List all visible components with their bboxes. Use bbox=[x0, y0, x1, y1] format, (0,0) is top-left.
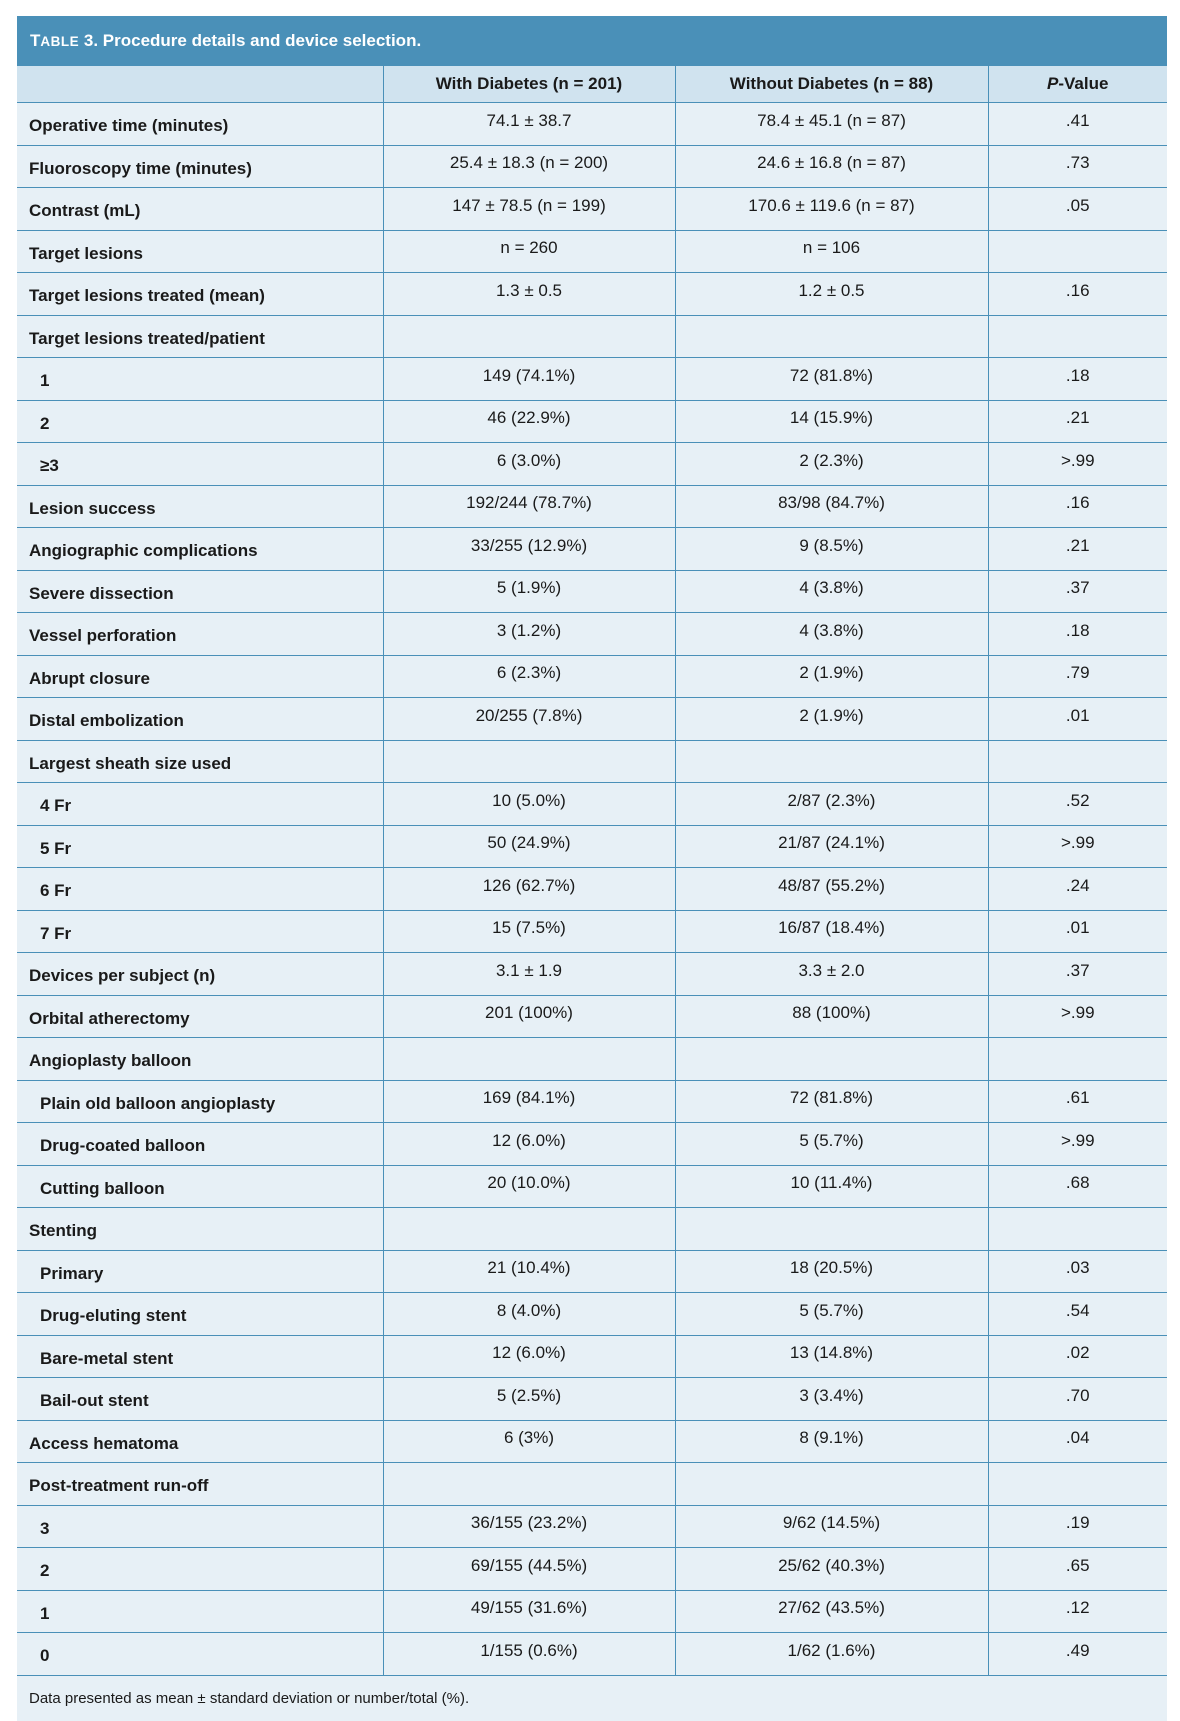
header-cell-without-diabetes: Without Diabetes (n = 88) bbox=[675, 66, 988, 103]
cell-with-diabetes: 10 (5.0%) bbox=[383, 783, 675, 826]
row-label: 2 bbox=[17, 400, 383, 443]
cell-without-diabetes: 13 (14.8%) bbox=[675, 1335, 988, 1378]
cell-p-value bbox=[988, 1038, 1167, 1081]
cell-without-diabetes: 170.6 ± 119.6 (n = 87) bbox=[675, 188, 988, 231]
data-table bbox=[17, 66, 1167, 1676]
row-label: Stenting bbox=[17, 1208, 383, 1251]
cell-p-value: .21 bbox=[988, 528, 1167, 571]
cell-without-diabetes: 3 (3.4%) bbox=[675, 1378, 988, 1421]
cell-without-diabetes: 16/87 (18.4%) bbox=[675, 910, 988, 953]
cell-without-diabetes bbox=[675, 1463, 988, 1506]
cell-p-value: .70 bbox=[988, 1378, 1167, 1421]
cell-with-diabetes: 3.1 ± 1.9 bbox=[383, 953, 675, 996]
table-container bbox=[17, 16, 1167, 1721]
cell-with-diabetes: 192/244 (78.7%) bbox=[383, 485, 675, 528]
row-label: Drug-eluting stent bbox=[17, 1293, 383, 1336]
row-label: Cutting balloon bbox=[17, 1165, 383, 1208]
table-row bbox=[17, 570, 1167, 613]
p-value-italic-letter: P bbox=[1047, 74, 1059, 93]
cell-without-diabetes: 83/98 (84.7%) bbox=[675, 485, 988, 528]
cell-with-diabetes: 126 (62.7%) bbox=[383, 868, 675, 911]
row-label: Abrupt closure bbox=[17, 655, 383, 698]
table-title-text: 3. Procedure details and device selection. bbox=[83, 31, 422, 50]
cell-without-diabetes: 1/62 (1.6%) bbox=[675, 1633, 988, 1676]
cell-p-value: .12 bbox=[988, 1590, 1167, 1633]
row-label: 2 bbox=[17, 1548, 383, 1591]
cell-p-value: .01 bbox=[988, 698, 1167, 741]
cell-p-value: >.99 bbox=[988, 443, 1167, 486]
table-row bbox=[17, 1463, 1167, 1506]
cell-without-diabetes: 27/62 (43.5%) bbox=[675, 1590, 988, 1633]
row-label: Target lesions treated (mean) bbox=[17, 273, 383, 316]
table-row bbox=[17, 1080, 1167, 1123]
table-row bbox=[17, 485, 1167, 528]
cell-p-value: >.99 bbox=[988, 995, 1167, 1038]
cell-with-diabetes bbox=[383, 1038, 675, 1081]
table-row bbox=[17, 1165, 1167, 1208]
cell-without-diabetes: 9 (8.5%) bbox=[675, 528, 988, 571]
cell-with-diabetes: 6 (3%) bbox=[383, 1420, 675, 1463]
table-row bbox=[17, 315, 1167, 358]
cell-p-value: .02 bbox=[988, 1335, 1167, 1378]
cell-with-diabetes: 21 (10.4%) bbox=[383, 1250, 675, 1293]
cell-without-diabetes: 4 (3.8%) bbox=[675, 570, 988, 613]
table-row bbox=[17, 400, 1167, 443]
cell-without-diabetes: 21/87 (24.1%) bbox=[675, 825, 988, 868]
cell-without-diabetes: 2/87 (2.3%) bbox=[675, 783, 988, 826]
cell-without-diabetes: 88 (100%) bbox=[675, 995, 988, 1038]
row-label: 4 Fr bbox=[17, 783, 383, 826]
cell-p-value: .37 bbox=[988, 570, 1167, 613]
header-cell-with-diabetes: With Diabetes (n = 201) bbox=[383, 66, 675, 103]
table-row bbox=[17, 655, 1167, 698]
cell-without-diabetes: 3.3 ± 2.0 bbox=[675, 953, 988, 996]
cell-p-value: .61 bbox=[988, 1080, 1167, 1123]
row-label: Lesion success bbox=[17, 485, 383, 528]
table-row bbox=[17, 1505, 1167, 1548]
row-label: Angioplasty balloon bbox=[17, 1038, 383, 1081]
cell-p-value: >.99 bbox=[988, 825, 1167, 868]
header-cell-p-value bbox=[988, 66, 1167, 103]
cell-with-diabetes: 36/155 (23.2%) bbox=[383, 1505, 675, 1548]
table-row bbox=[17, 443, 1167, 486]
cell-with-diabetes: 74.1 ± 38.7 bbox=[383, 103, 675, 146]
table-row bbox=[17, 1293, 1167, 1336]
table-row bbox=[17, 613, 1167, 656]
cell-with-diabetes: 25.4 ± 18.3 (n = 200) bbox=[383, 145, 675, 188]
cell-without-diabetes: 4 (3.8%) bbox=[675, 613, 988, 656]
cell-p-value bbox=[988, 1208, 1167, 1251]
table-row bbox=[17, 188, 1167, 231]
table-row bbox=[17, 783, 1167, 826]
table-row bbox=[17, 1548, 1167, 1591]
table-row bbox=[17, 953, 1167, 996]
table-row bbox=[17, 528, 1167, 571]
cell-p-value: .73 bbox=[988, 145, 1167, 188]
row-label: Fluoroscopy time (minutes) bbox=[17, 145, 383, 188]
row-label: Target lesions bbox=[17, 230, 383, 273]
row-label: Bare-metal stent bbox=[17, 1335, 383, 1378]
cell-p-value: .18 bbox=[988, 358, 1167, 401]
cell-with-diabetes bbox=[383, 740, 675, 783]
cell-p-value: >.99 bbox=[988, 1123, 1167, 1166]
cell-p-value: .18 bbox=[988, 613, 1167, 656]
row-label: Post-treatment run-off bbox=[17, 1463, 383, 1506]
table-title-prefix-rest: ABLE bbox=[40, 33, 80, 49]
cell-p-value: .52 bbox=[988, 783, 1167, 826]
cell-without-diabetes: 5 (5.7%) bbox=[675, 1293, 988, 1336]
cell-p-value: .65 bbox=[988, 1548, 1167, 1591]
table-row bbox=[17, 1633, 1167, 1676]
table-row bbox=[17, 273, 1167, 316]
row-label: Primary bbox=[17, 1250, 383, 1293]
cell-p-value: .16 bbox=[988, 273, 1167, 316]
cell-with-diabetes: 15 (7.5%) bbox=[383, 910, 675, 953]
cell-without-diabetes: 2 (1.9%) bbox=[675, 655, 988, 698]
row-label: ≥3 bbox=[17, 443, 383, 486]
header-row bbox=[17, 66, 1167, 103]
cell-without-diabetes: 2 (2.3%) bbox=[675, 443, 988, 486]
row-label: Distal embolization bbox=[17, 698, 383, 741]
cell-without-diabetes: 72 (81.8%) bbox=[675, 358, 988, 401]
cell-with-diabetes: 149 (74.1%) bbox=[383, 358, 675, 401]
cell-p-value bbox=[988, 1463, 1167, 1506]
cell-without-diabetes bbox=[675, 740, 988, 783]
table-row bbox=[17, 230, 1167, 273]
cell-without-diabetes bbox=[675, 1208, 988, 1251]
cell-with-diabetes: 5 (2.5%) bbox=[383, 1378, 675, 1421]
cell-with-diabetes bbox=[383, 1208, 675, 1251]
row-label: Largest sheath size used bbox=[17, 740, 383, 783]
cell-p-value: .68 bbox=[988, 1165, 1167, 1208]
table-row bbox=[17, 910, 1167, 953]
cell-with-diabetes bbox=[383, 315, 675, 358]
row-label: Angiographic complications bbox=[17, 528, 383, 571]
cell-p-value: .41 bbox=[988, 103, 1167, 146]
table-title-prefix-cap: T bbox=[30, 31, 41, 50]
cell-with-diabetes: 20/255 (7.8%) bbox=[383, 698, 675, 741]
cell-with-diabetes: 50 (24.9%) bbox=[383, 825, 675, 868]
cell-p-value: .49 bbox=[988, 1633, 1167, 1676]
row-label: Contrast (mL) bbox=[17, 188, 383, 231]
cell-without-diabetes: 72 (81.8%) bbox=[675, 1080, 988, 1123]
table-title-bar bbox=[17, 16, 1167, 66]
table-row bbox=[17, 1250, 1167, 1293]
cell-p-value: .79 bbox=[988, 655, 1167, 698]
cell-without-diabetes: 8 (9.1%) bbox=[675, 1420, 988, 1463]
cell-without-diabetes bbox=[675, 1038, 988, 1081]
p-value-header-rest: -Value bbox=[1058, 74, 1109, 93]
table-row bbox=[17, 868, 1167, 911]
cell-without-diabetes: 14 (15.9%) bbox=[675, 400, 988, 443]
cell-with-diabetes: 69/155 (44.5%) bbox=[383, 1548, 675, 1591]
row-label: 3 bbox=[17, 1505, 383, 1548]
cell-with-diabetes: 3 (1.2%) bbox=[383, 613, 675, 656]
cell-without-diabetes: 1.2 ± 0.5 bbox=[675, 273, 988, 316]
cell-with-diabetes: n = 260 bbox=[383, 230, 675, 273]
cell-without-diabetes: 9/62 (14.5%) bbox=[675, 1505, 988, 1548]
cell-with-diabetes: 8 (4.0%) bbox=[383, 1293, 675, 1336]
cell-without-diabetes: 24.6 ± 16.8 (n = 87) bbox=[675, 145, 988, 188]
table-row bbox=[17, 1123, 1167, 1166]
cell-p-value bbox=[988, 315, 1167, 358]
row-label: 0 bbox=[17, 1633, 383, 1676]
cell-with-diabetes: 1/155 (0.6%) bbox=[383, 1633, 675, 1676]
cell-p-value bbox=[988, 230, 1167, 273]
cell-without-diabetes: 5 (5.7%) bbox=[675, 1123, 988, 1166]
cell-p-value: .16 bbox=[988, 485, 1167, 528]
table-row bbox=[17, 1420, 1167, 1463]
cell-without-diabetes: 78.4 ± 45.1 (n = 87) bbox=[675, 103, 988, 146]
cell-with-diabetes: 1.3 ± 0.5 bbox=[383, 273, 675, 316]
row-label: Bail-out stent bbox=[17, 1378, 383, 1421]
cell-with-diabetes: 201 (100%) bbox=[383, 995, 675, 1038]
cell-without-diabetes: 10 (11.4%) bbox=[675, 1165, 988, 1208]
row-label: Devices per subject (n) bbox=[17, 953, 383, 996]
table-row bbox=[17, 1038, 1167, 1081]
row-label: Vessel perforation bbox=[17, 613, 383, 656]
cell-p-value: .01 bbox=[988, 910, 1167, 953]
cell-with-diabetes: 12 (6.0%) bbox=[383, 1123, 675, 1166]
cell-p-value: .05 bbox=[988, 188, 1167, 231]
cell-with-diabetes: 46 (22.9%) bbox=[383, 400, 675, 443]
table-header bbox=[17, 66, 1167, 103]
cell-p-value: .54 bbox=[988, 1293, 1167, 1336]
cell-without-diabetes bbox=[675, 315, 988, 358]
row-label: Orbital atherectomy bbox=[17, 995, 383, 1038]
table-footnote: Data presented as mean ± standard deviation or number/total (%). bbox=[17, 1676, 1167, 1721]
row-label: Severe dissection bbox=[17, 570, 383, 613]
cell-without-diabetes: 48/87 (55.2%) bbox=[675, 868, 988, 911]
row-label: Operative time (minutes) bbox=[17, 103, 383, 146]
cell-p-value: .04 bbox=[988, 1420, 1167, 1463]
cell-with-diabetes: 6 (3.0%) bbox=[383, 443, 675, 486]
table-row bbox=[17, 358, 1167, 401]
table-row bbox=[17, 1335, 1167, 1378]
cell-with-diabetes: 20 (10.0%) bbox=[383, 1165, 675, 1208]
table-row bbox=[17, 103, 1167, 146]
cell-without-diabetes: 2 (1.9%) bbox=[675, 698, 988, 741]
table-row bbox=[17, 698, 1167, 741]
row-label: Target lesions treated/patient bbox=[17, 315, 383, 358]
table-row bbox=[17, 1208, 1167, 1251]
cell-without-diabetes: 18 (20.5%) bbox=[675, 1250, 988, 1293]
cell-p-value bbox=[988, 740, 1167, 783]
cell-with-diabetes: 33/255 (12.9%) bbox=[383, 528, 675, 571]
cell-with-diabetes: 5 (1.9%) bbox=[383, 570, 675, 613]
row-label: Access hematoma bbox=[17, 1420, 383, 1463]
cell-with-diabetes bbox=[383, 1463, 675, 1506]
header-cell-label bbox=[17, 66, 383, 103]
row-label: Plain old balloon angioplasty bbox=[17, 1080, 383, 1123]
cell-with-diabetes: 12 (6.0%) bbox=[383, 1335, 675, 1378]
cell-without-diabetes: 25/62 (40.3%) bbox=[675, 1548, 988, 1591]
table-row bbox=[17, 1590, 1167, 1633]
table-row bbox=[17, 1378, 1167, 1421]
row-label: 5 Fr bbox=[17, 825, 383, 868]
cell-p-value: .19 bbox=[988, 1505, 1167, 1548]
cell-without-diabetes: n = 106 bbox=[675, 230, 988, 273]
cell-p-value: .21 bbox=[988, 400, 1167, 443]
table-row bbox=[17, 145, 1167, 188]
table-row bbox=[17, 995, 1167, 1038]
table-row bbox=[17, 825, 1167, 868]
cell-p-value: .37 bbox=[988, 953, 1167, 996]
row-label: 1 bbox=[17, 1590, 383, 1633]
cell-with-diabetes: 49/155 (31.6%) bbox=[383, 1590, 675, 1633]
row-label: Drug-coated balloon bbox=[17, 1123, 383, 1166]
cell-p-value: .24 bbox=[988, 868, 1167, 911]
table-row bbox=[17, 740, 1167, 783]
row-label: 7 Fr bbox=[17, 910, 383, 953]
row-label: 6 Fr bbox=[17, 868, 383, 911]
cell-with-diabetes: 169 (84.1%) bbox=[383, 1080, 675, 1123]
table-body bbox=[17, 103, 1167, 1676]
cell-with-diabetes: 6 (2.3%) bbox=[383, 655, 675, 698]
cell-with-diabetes: 147 ± 78.5 (n = 199) bbox=[383, 188, 675, 231]
row-label: 1 bbox=[17, 358, 383, 401]
cell-p-value: .03 bbox=[988, 1250, 1167, 1293]
